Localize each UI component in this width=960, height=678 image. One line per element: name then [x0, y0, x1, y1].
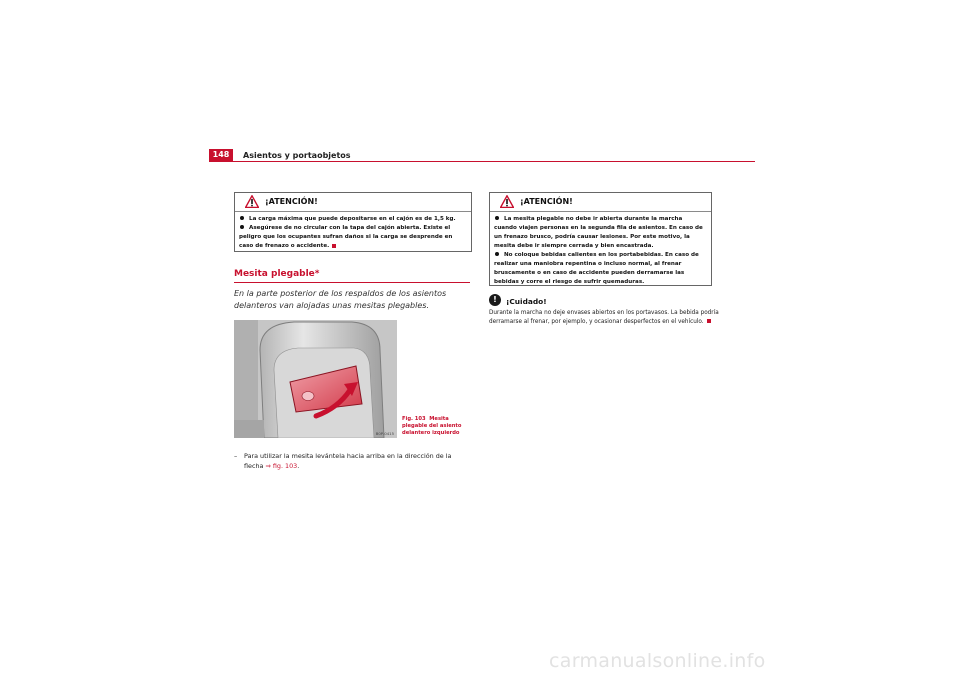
warning-item: No coloque bebidas calientes en los portabebidas. En caso de realizar una maniobra repentina o incluso normal, al frenar bruscamente o en caso de accidente pueden derramarse las bebidas y corre el riesgo de sufrir quemaduras. — [494, 252, 699, 285]
bullet-icon — [240, 225, 244, 229]
warning-title: ¡ATENCIÓN! — [520, 197, 573, 206]
warning-body — [490, 212, 711, 290]
step-dash: – — [234, 452, 238, 460]
warning-item: La mesita plegable no debe ir abierta durante la marcha cuando viajen personas en la segunda fila de asientos. En caso de un frenazo brusco, podría causar lesiones. Por este motivo, la mesita debe ir siempre cerrada y bien encastrada. — [494, 216, 703, 249]
page-number: 148 — [209, 149, 233, 161]
warning-triangle-icon — [500, 195, 514, 208]
section-intro: En la parte posterior de los respaldos de los asientos delanteros van alojadas unas mesitas plegables. — [234, 289, 447, 310]
caution-icon: ! — [489, 294, 501, 306]
bullet-icon — [495, 252, 499, 256]
warning-item: Asegúrese de no circular con la tapa del cajón abierta. Existe el peligro que los ocupantes sufran daños si la carga se desprende en caso de frenazo o accidente. — [239, 225, 453, 249]
warning-item: La carga máxima que puede depositarse en el cajón es de 1,5 kg. — [239, 215, 467, 224]
header-rule — [209, 161, 755, 162]
warning-triangle-icon — [245, 195, 259, 208]
figure-caption — [402, 416, 474, 437]
section-rule — [234, 282, 470, 283]
arrow-icon: ⇒ — [265, 462, 271, 470]
watermark: carmanualsonline.info — [549, 650, 766, 672]
warning-box-right — [489, 192, 712, 286]
section-title: Mesita plegable* — [234, 269, 320, 279]
end-of-section-icon — [332, 244, 336, 248]
warning-body — [235, 212, 471, 254]
bullet-icon — [240, 216, 244, 220]
warning-title-row — [490, 193, 711, 212]
warning-box-left — [234, 192, 472, 252]
warning-title: ¡ATENCIÓN! — [265, 197, 318, 206]
figure-reference-link[interactable]: fig. 103 — [272, 462, 298, 470]
running-head: Asientos y portaobjetos — [243, 151, 351, 160]
figure-number: Fig. 103 — [402, 416, 426, 422]
warning-title-row — [235, 193, 471, 212]
figure-caption-text: Mesita plegable del asiento delantero izquierdo — [402, 416, 462, 436]
figure-code: B0P-0415 — [375, 431, 394, 436]
caution-text: Durante la marcha no deje envases abiertos en los portavasos. La bebida podría derramarse al frenar, por ejemplo, y ocasionar desperfectos en el vehículo. — [489, 310, 719, 325]
end-of-section-icon — [707, 319, 711, 323]
step-text: Para utilizar la mesita levántela hacia arriba en la dirección de la flecha ⇒ fig. 103. — [244, 452, 452, 470]
caution-title: ¡Cuidado! — [506, 297, 547, 306]
seat-tray-illustration — [234, 320, 397, 438]
instruction-step — [234, 451, 472, 471]
figure-illustration — [234, 320, 397, 438]
bullet-icon — [495, 216, 499, 220]
